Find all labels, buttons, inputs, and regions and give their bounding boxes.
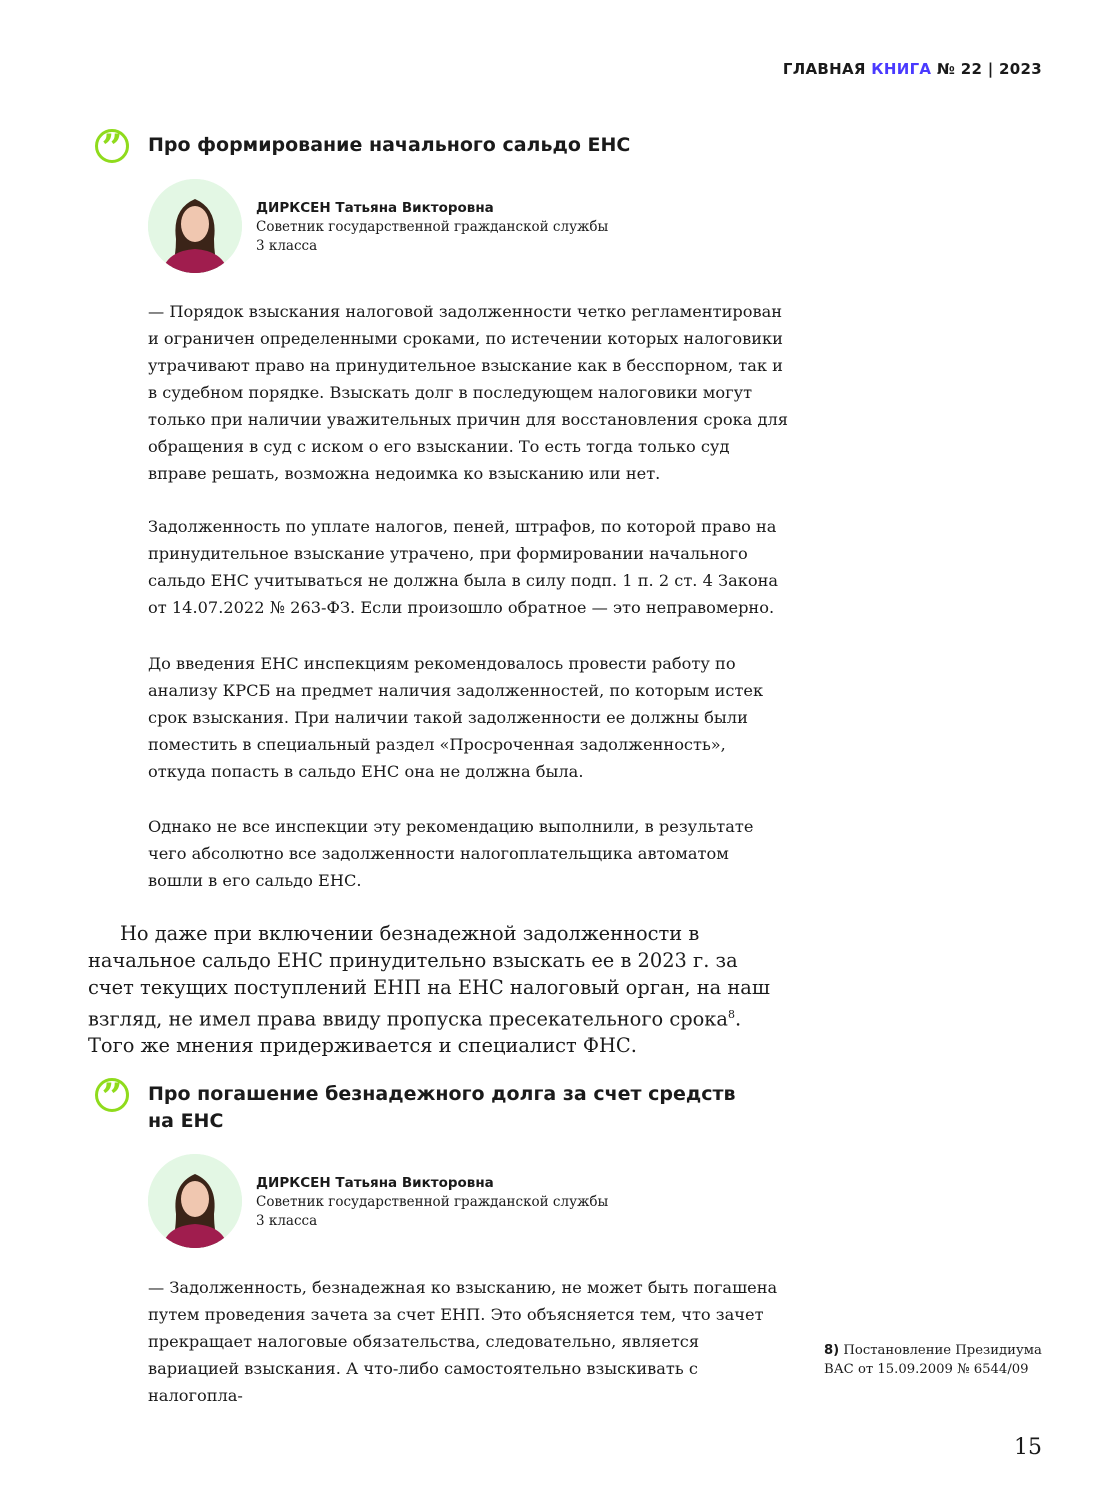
body-paragraph [88, 920, 788, 1059]
quote-section-title [148, 1081, 736, 1135]
header-title-accent: КНИГА [871, 60, 932, 78]
quote-paragraph: Задолженность по уплате налогов, пеней, штрафов, по которой право на принудительное взыскание утрачено, при формировании начального сальдо ЕНС учитываться не должна была в силу подп. 1 п. 2 ст. 4 Закона от 14.07.2022 № 263-ФЗ. Если произошло обратное — это неправомерно. [148, 517, 779, 617]
expert-role-class: 3 класса [256, 1213, 318, 1229]
quote-paragraph: До введения ЕНС инспекциям рекомендовалось провести работу по анализу КРСБ на предмет наличия задолженностей, по которым истек срок взыскания. При наличии такой задолженности ее должны были поместить в специальный раздел «Просроченная задолженность», откуда попасть в сальдо ЕНС она не должна была. [148, 654, 764, 781]
header-issue: № 22 | 2023 [936, 60, 1042, 78]
expert-name: ДИРКСЕН Татьяна Викторовна [256, 200, 494, 216]
footnote-reference[interactable]: 8 [727, 1008, 735, 1021]
expert-name: ДИРКСЕН Татьяна Викторовна [256, 1175, 494, 1191]
quote-marks-icon: ” [95, 129, 129, 163]
quote-section-title-line1: Про погашение безнадежного долга за счет средств [148, 1083, 736, 1105]
expert-photo [148, 1154, 242, 1248]
footnote-number: 8) [824, 1343, 840, 1358]
page-number: 15 [1014, 1435, 1042, 1460]
expert-role: Советник государственной гражданской службы [256, 1194, 609, 1210]
avatar [148, 179, 242, 273]
quote-section-title: Про формирование начального сальдо ЕНС [148, 134, 631, 156]
expert-photo [148, 179, 242, 273]
quote-paragraph: — Порядок взыскания налоговой задолженности четко регламентирован и ограничен определенными сроками, по истечении которых налоговики утрачивают право на принудительное взыскание как в бесспорном, так и в судебном порядке. Взыскать долг в последующем налоговики могут только при наличии уважительных причин для восстановления срока для обращения в суд с иском о его взыскании. То есть тогда только суд вправе решать, возможна недоимка ко взысканию или нет. [148, 302, 788, 483]
quote-marks-icon: ” [95, 1078, 129, 1112]
footnote-text-line1: Постановление Президиума [843, 1343, 1042, 1358]
magazine-header [783, 60, 1042, 78]
avatar [148, 1154, 242, 1248]
expert-role-class: 3 класса [256, 238, 318, 254]
quote-paragraph: — Задолженность, безнадежная ко взысканию, не может быть погашена путем проведения зачета за счет ЕНП. Это объясняется тем, что зачет прекращает налоговые обязательства, следовательно, является вариацией взыскания. А что-либо самостоятельно взыскивать с налогопла- [148, 1278, 778, 1405]
quote-paragraph: Однако не все инспекции эту рекомендацию выполнили, в результате чего абсолютно все задолженности налогоплательщика автоматом вошли в его сальдо ЕНС. [148, 817, 754, 890]
footnote [824, 1341, 1054, 1379]
quote-section-title-line2: на ЕНС [148, 1110, 224, 1132]
header-title: ГЛАВНАЯ [782, 60, 866, 78]
body-paragraph-text: Но даже при включении безнадежной задолженности в начальное сальдо ЕНС принудительно взыскать ее в 2023 г. за счет текущих поступлений ЕНП на ЕНС налоговый орган, на наш взгляд, не имел права ввиду пропуска пресекательного срока [88, 922, 770, 1031]
body-paragraph-tail: . Того же мнения придерживается и специалист ФНС. [88, 1007, 742, 1058]
expert-info [256, 199, 608, 256]
expert-role: Советник государственной гражданской службы [256, 219, 609, 235]
expert-info [256, 1174, 608, 1231]
footnote-text-line2: ВАС от 15.09.2009 № 6544/09 [824, 1362, 1029, 1377]
